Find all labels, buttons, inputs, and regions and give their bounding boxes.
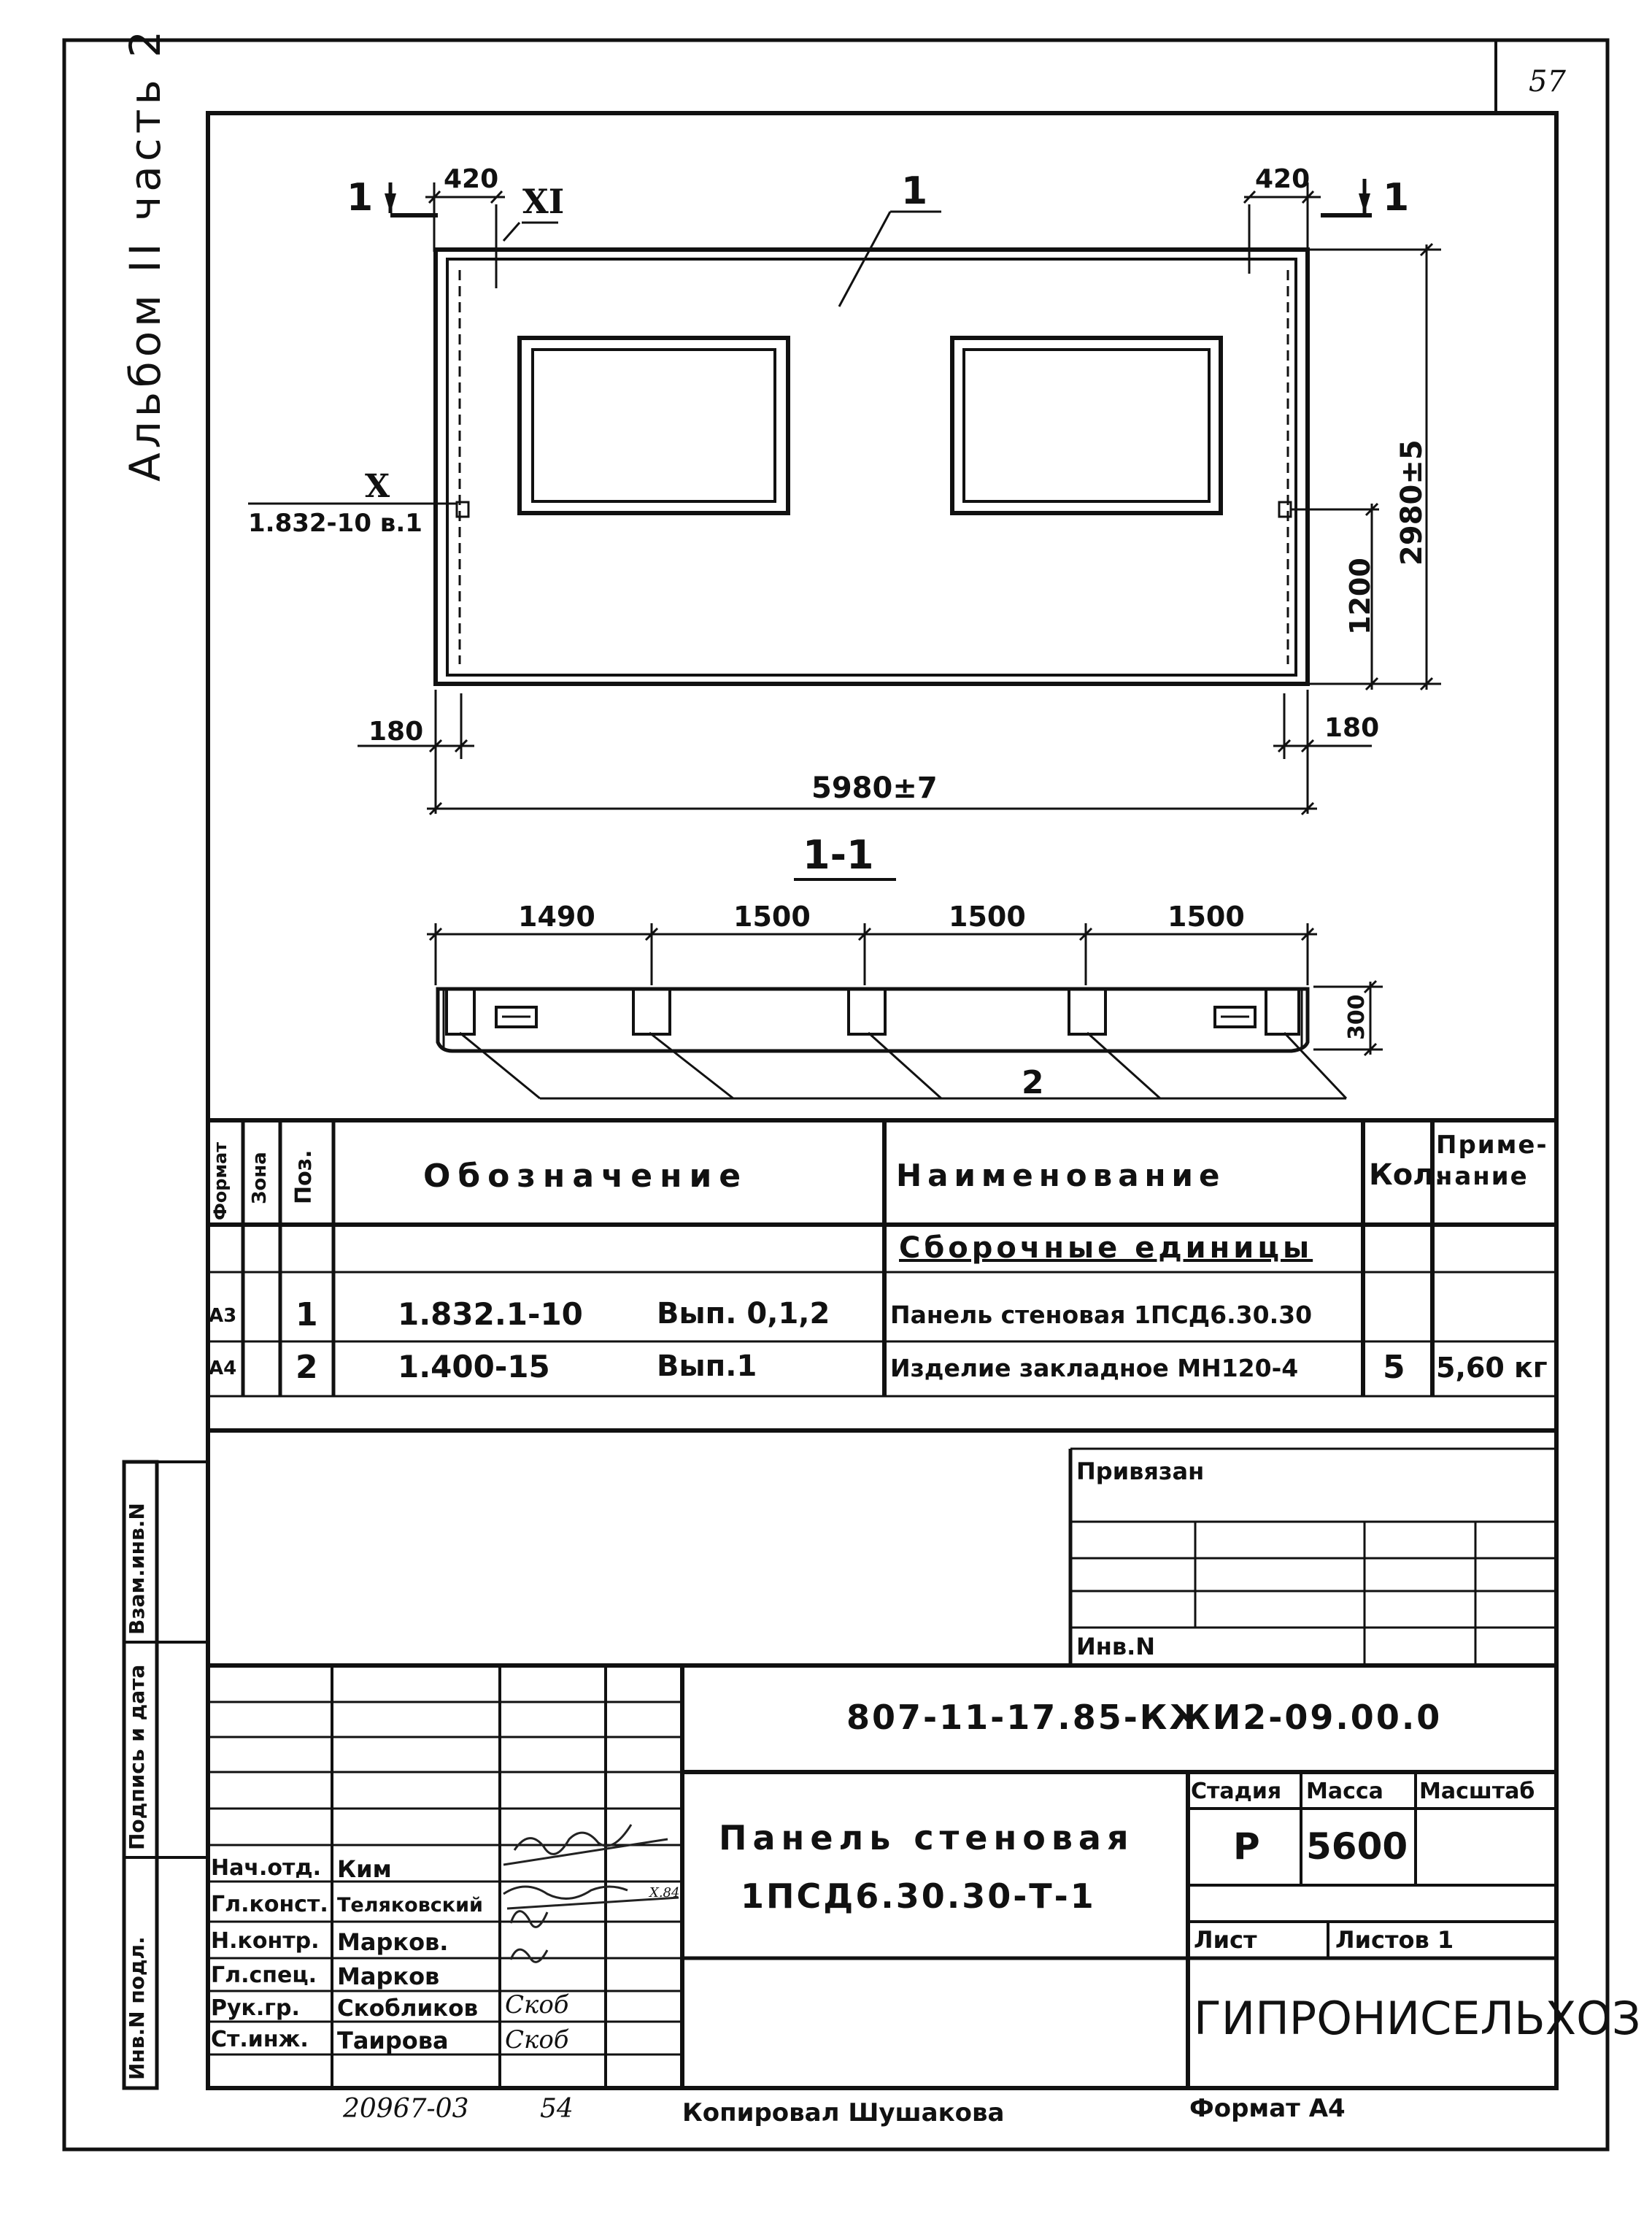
section-mark-right: 1	[1383, 176, 1410, 220]
th-pos: Поз.	[291, 1149, 317, 1204]
binding-title: Привязан	[1076, 1457, 1205, 1485]
section-dim-4: 1500	[1167, 901, 1245, 933]
format-label: Формат А4	[1189, 2094, 1346, 2123]
sheet-label: Лист	[1194, 1926, 1257, 1954]
signature-2: Скоб	[505, 2025, 569, 2054]
dim-180-left: 180	[368, 717, 424, 747]
row2-format: А4	[209, 1357, 237, 1379]
th-zone: Зона	[249, 1152, 271, 1204]
role-5: Рук.гр.	[211, 1995, 300, 2021]
sign-date-note: X.84	[649, 1885, 680, 1900]
callout-x: X	[365, 468, 390, 505]
role-6: Ст.инж.	[211, 2027, 309, 2052]
section-heading: Сборочные единицы	[899, 1231, 1313, 1265]
strip-sign-date: Подпись и дата	[125, 1664, 149, 1850]
row2-pos: 2	[296, 1349, 318, 1386]
stage-label: Стадия	[1191, 1779, 1282, 1804]
strip-inv-vzam: Взам.инв.N	[125, 1503, 149, 1635]
name-3: Марков.	[337, 1928, 449, 1956]
row2-qty: 5	[1383, 1349, 1405, 1386]
name-1: Ким	[337, 1855, 392, 1883]
callout-x-ref: 1.832-10 в.1	[248, 509, 422, 538]
row1-variant: Вып. 0,1,2	[657, 1297, 830, 1330]
scale-label: Масштаб	[1419, 1779, 1535, 1804]
sheet-corner-number: 57	[1529, 65, 1566, 99]
dim-1200: 1200	[1344, 558, 1376, 635]
archive-no: 20967-03	[343, 2094, 469, 2124]
signature-1: Скоб	[505, 1990, 569, 2019]
th-qty: Кол.	[1369, 1158, 1446, 1192]
row2-name: Изделие закладное МН120-4	[890, 1354, 1299, 1382]
dim-width: 5980±7	[811, 771, 938, 805]
section-height: 300	[1344, 994, 1370, 1040]
dim-right-420: 420	[1255, 164, 1311, 194]
row1-format: А3	[209, 1305, 237, 1327]
section-dim-3: 1500	[949, 901, 1026, 933]
dim-left-420: 420	[444, 164, 499, 194]
copied-by: Копировал Шушакова	[682, 2098, 1005, 2127]
mass-value: 5600	[1306, 1825, 1408, 1868]
name-2: Теляковский	[337, 1894, 483, 1917]
doc-code: 807-11-17.85-КЖИ2-09.00.0	[846, 1698, 1443, 1737]
row2-variant: Вып.1	[657, 1349, 757, 1383]
callout-1: 1	[901, 169, 928, 213]
role-1: Нач.отд.	[211, 1855, 321, 1881]
callout-xi: XI	[522, 182, 565, 221]
section-dim-2: 1500	[733, 901, 811, 933]
row1-name: Панель стеновая 1ПСД6.30.30	[890, 1301, 1313, 1329]
th-name: Наименование	[896, 1158, 1226, 1193]
binding-inv: Инв.N	[1076, 1633, 1156, 1660]
product-line1: Панель стеновая	[719, 1818, 1135, 1857]
section-dim-1: 1490	[518, 901, 595, 933]
stage-value: Р	[1233, 1825, 1260, 1868]
product-line2: 1ПСД6.30.30-Т-1	[741, 1876, 1096, 1916]
strip-inv-podl: Инв.N подл.	[125, 1936, 149, 2080]
role-2: Гл.конст.	[211, 1892, 328, 1917]
album-title: Альбом II часть 2	[120, 26, 170, 482]
th-note: Приме-чание	[1436, 1131, 1548, 1191]
org-name: ГИПРОНИСЕЛЬХОЗ	[1194, 1992, 1641, 2045]
page-no: 54	[540, 2094, 574, 2124]
mass-label: Масса	[1306, 1779, 1383, 1804]
sheets-label: Листов 1	[1335, 1926, 1454, 1954]
section-mark-left: 1	[347, 176, 374, 220]
role-3: Н.контр.	[211, 1928, 320, 1954]
dim-180-right: 180	[1324, 713, 1380, 743]
section-title: 1-1	[803, 832, 874, 878]
name-4: Марков	[337, 1963, 440, 1990]
row2-code: 1.400-15	[398, 1349, 550, 1384]
th-format: Формат	[210, 1141, 231, 1220]
row2-note: 5,60 кг	[1436, 1352, 1548, 1384]
name-5: Скобликов	[337, 1995, 479, 2022]
name-6: Таирова	[337, 2027, 449, 2054]
row1-code: 1.832.1-10	[398, 1296, 583, 1332]
role-4: Гл.спец.	[211, 1963, 317, 1988]
dim-height: 2980±5	[1395, 439, 1429, 566]
th-designation: Обозначение	[423, 1158, 749, 1195]
row1-pos: 1	[296, 1296, 318, 1333]
callout-2: 2	[1022, 1064, 1044, 1101]
